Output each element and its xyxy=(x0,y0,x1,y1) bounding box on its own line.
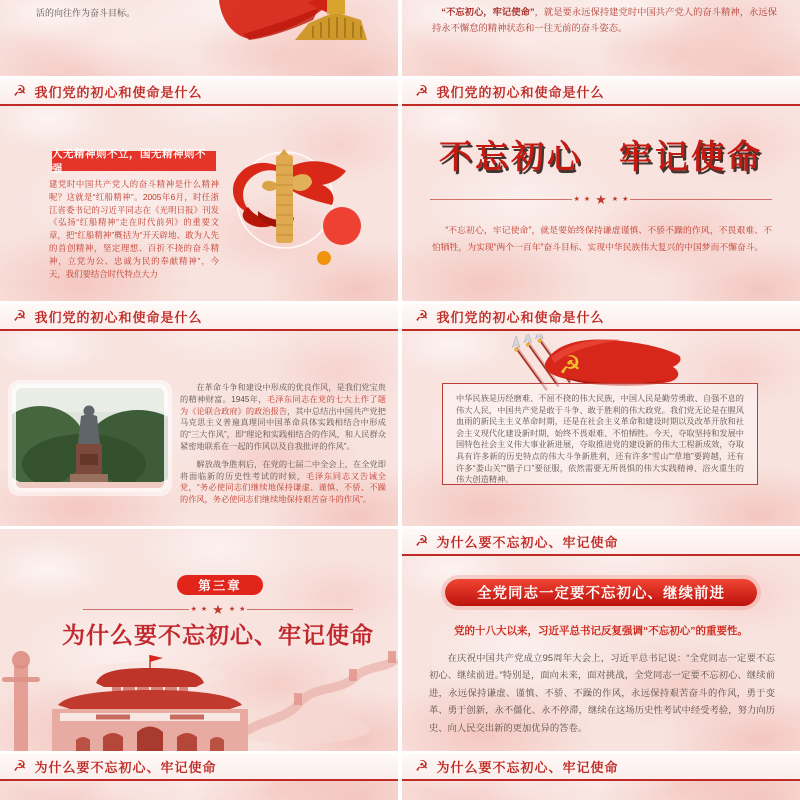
party-emblem-icon: ☭ xyxy=(13,83,27,100)
slide-calligraphy-title[interactable] xyxy=(402,79,800,301)
tiananmen-great-wall-sketch xyxy=(0,647,398,751)
section-title: 为什么要不忘初心、牢记使命 xyxy=(436,535,619,550)
slide-partial-never-forget-quote[interactable] xyxy=(402,0,800,76)
party-emblem-icon: ☭ xyxy=(415,758,429,775)
section-title: 我们党的初心和使命是什么 xyxy=(34,310,203,325)
slide-partial-why-header[interactable] xyxy=(0,754,398,800)
section-title: 为什么要不忘初心、牢记使命 xyxy=(436,760,619,775)
slide-header-bar xyxy=(0,79,398,106)
calligraphy-main-title: 不忘初心 牢记使命 xyxy=(439,138,763,175)
slide-body-text: 在庆祝中国共产党成立95周年大会上，习近平总书记说：“全党同志一定要不忘初心、继续前进。”特别是，面向未来，面对挑战，全党同志一定要不忘初心、继续前进，永远保持谦虚、谨慎、不骄、不躁的作风，永远保持艰苦奋斗的作风，勇于变革、勇于创新，永不僵化、永不停滞，继续在这场历史性考试中经受考验，努力向历史、向人民交出新的更加优异的答卷。 xyxy=(429,653,775,733)
slide-body-fragment: 活的向往作为奋斗目标。 xyxy=(36,8,136,18)
star-icon: ★ xyxy=(583,196,591,203)
star-divider xyxy=(83,603,353,616)
slide-red-boat-spirit[interactable] xyxy=(0,79,398,301)
star-icon: ★ xyxy=(622,196,629,203)
statue-photo xyxy=(12,384,168,492)
section-title: 我们党的初心和使命是什么 xyxy=(436,85,605,100)
divider-line xyxy=(83,609,189,610)
slide-partial-why-header[interactable] xyxy=(402,754,800,800)
star-divider xyxy=(430,193,772,206)
red-banner-heading: 全党同志一定要不忘初心、继续前进 xyxy=(445,579,757,606)
slide-header-bar xyxy=(402,304,800,331)
red-banner-heading: 人无精神则不立，国无精神则不强 xyxy=(52,151,216,171)
star-icon: ★ xyxy=(212,602,224,617)
slide-header-bar xyxy=(402,754,800,781)
huabiao-column-flag-art xyxy=(228,149,373,269)
slide-body-text: “不忘初心，牢记使命”，就是要始终保持谦虚谨慎、不骄不躁的作风，不畏艰难、不怕牺牲，为实现“两个一百年”奋斗目标、实现中华民族伟大复兴的中国梦而不懈奋斗。 xyxy=(432,225,772,252)
section-title: 我们党的初心和使命是什么 xyxy=(34,85,203,100)
p1-dark-rest: ，其中总结出中国共产党把马克思主义普遍真理同中国革命具体实践相结合中形成的“三大作风”，即“理论和实践相结合的作风，和人民群众紧密地联系在一起的作风以及自我批评的作风”。 xyxy=(180,406,386,451)
slide-body-text: 中华民族是历经磨难、不屈不挠的伟大民族，中国人民是勤劳勇敢、自强不息的伟大人民，中国共产党是敢于斗争、敢于胜利的伟大政党。我们党无论是在腥风血雨的新民主主义革命时期，还是在社会主义革命和建设时期以及改革开放和社会主义现代化建设新时期，始终不畏艰难、不怕牺牲。今天，夺取坚持和发展中国特色社会主义伟大事业新进展，夺取推进党的建设新的伟大工程新成效，夺取具有许多新的历史特点的伟大斗争新胜利，还有许多“雪山”“草地”要跨越，还有许多“娄山关”“腊子口”要征服，依然需要无所畏惧的伟大实践精神、浴火重生的伟大创造精神。 xyxy=(456,394,744,485)
party-emblem-icon: ☭ xyxy=(415,533,429,550)
slide-never-forget-continue-forward[interactable] xyxy=(402,529,800,751)
slide-header-bar xyxy=(0,304,398,331)
slide-header-bar xyxy=(0,754,398,781)
star-icon: ★ xyxy=(239,606,246,613)
star-icon: ★ xyxy=(228,606,236,613)
slide-chapter-three-cover[interactable] xyxy=(0,529,398,751)
section-title: 我们党的初心和使命是什么 xyxy=(436,310,605,325)
bordered-text-box xyxy=(442,383,758,485)
divider-line xyxy=(630,199,772,200)
divider-line xyxy=(430,199,572,200)
star-icon: ★ xyxy=(595,192,607,207)
hammer-sickle-on-flag: ☭ xyxy=(558,351,582,380)
brush-and-gold-monument-art xyxy=(215,0,375,45)
paragraph-2 xyxy=(180,459,386,506)
slide-header-bar xyxy=(402,529,800,556)
p2-dark: 解放战争胜利后，在党的七届二中全会上，在全党即将面临新的历史性考试的时候， xyxy=(180,459,386,481)
party-emblem-icon: ☭ xyxy=(415,308,429,325)
slide-great-nation-text[interactable] xyxy=(402,304,800,526)
slide-subtitle: 党的十八大以来，习近平总书记反复强调“不忘初心”的重要性。 xyxy=(454,625,748,637)
quote-bold: “不忘初心，牢记使命” xyxy=(441,7,535,17)
quote-rest: ，就是要永远保持建党时中国共产党人的奋斗精神，永远保持永不懈怠的精神状态和一往无前的奋斗姿态。 xyxy=(432,7,777,33)
slide-body-fragment xyxy=(432,4,777,36)
star-icon: ★ xyxy=(190,606,197,613)
divider-line xyxy=(247,609,353,610)
party-emblem-icon: ☭ xyxy=(13,308,27,325)
slide-body-text: 建党时中国共产党人的奋斗精神是什么精神呢？这就是“红船精神”。2005年6月，时任浙江省委书记的习近平同志在《光明日报》刊发《弘扬“红船精神”走在时代前列》的重要文章，把“红船精神”概括为“开天辟地、敢为人先的首创精神，坚定理想、百折不挠的奋斗精神，立党为公、忠诚为民的奉献精神”，今天，我们要结合时代特点大力 xyxy=(49,179,219,279)
p2-red-highlight: 毛泽东同志又告诫全党，“务必使同志们继续地保持谦虚、谨慎、不骄、不躁的作风，务必使同志们继续地保持艰苦奋斗的作风”。 xyxy=(180,471,386,505)
slide-partial-goal-text[interactable] xyxy=(0,0,398,76)
p1-red-highlight: 毛泽东同志在党的七大上作了题为《论联合政府》的政治报告 xyxy=(180,394,386,416)
star-icon: ★ xyxy=(611,196,619,203)
slide-body-text xyxy=(180,382,386,512)
party-emblem-icon: ☭ xyxy=(13,758,27,775)
chapter-title: 为什么要不忘初心、牢记使命 xyxy=(62,622,374,648)
slide-three-work-styles[interactable] xyxy=(0,304,398,526)
p1-dark: 在革命斗争和建设中形成的优良作风，是我们党宝贵的精神财富。1945年， xyxy=(180,383,386,404)
star-icon: ★ xyxy=(573,196,580,203)
star-icon: ★ xyxy=(200,606,208,613)
party-emblem-icon: ☭ xyxy=(415,83,429,100)
paragraph-1 xyxy=(180,382,386,453)
slide-header-bar xyxy=(402,79,800,106)
chapter-badge: 第三章 xyxy=(177,575,263,595)
section-title: 为什么要不忘初心、牢记使命 xyxy=(34,760,217,775)
